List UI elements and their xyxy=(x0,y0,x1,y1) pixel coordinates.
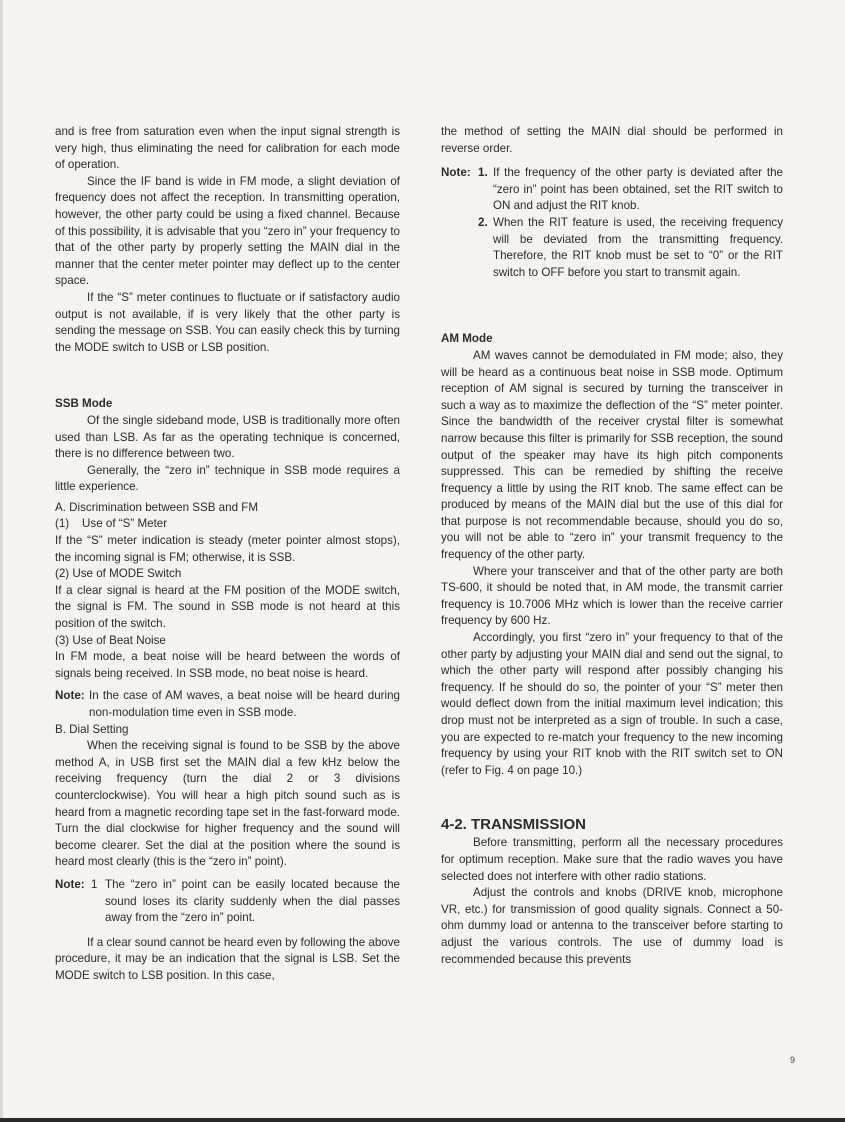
paragraph: When the receiving signal is found to be SSB by the above method A, in USB first set the MAIN dial a few kHz below the receiving frequency (turn the dial 2 or 3 divisions counterclockwise). You will hear a high pitch sound such as is heard from a magnetic recording tape set in the fast-forward mode. Turn the dial clockwise for higher frequency and the sound will become clearer. Set the dial at the position where the sound is heard most clearly (this is the “zero in” point). xyxy=(55,739,400,869)
note-label: Note: xyxy=(55,689,85,703)
section-heading-ssb: SSB Mode xyxy=(55,397,113,411)
note-item xyxy=(441,165,783,215)
subheading: (3) Use of Beat Noise xyxy=(55,633,166,647)
note-item-text: If the frequency of the other party is deviated after the “zero in” point has been obtained, set the RIT switch to ON and adjust the RIT knob. xyxy=(493,166,783,213)
paragraph: AM waves cannot be demodulated in FM mode; also, they will be heard as a continuous beat noise in SSB mode. Optimum reception of AM signal is secured by turning the transceiver in such a way as to maximize the deflection of the “S” meter pointer. Since the bandwidth of the receiver crystal filter is somewhat narrow because this filter is primarily for SSB reception, the sound output of the speaker may have its high pitch components suppressed. This can be remedied by shifting the receive frequency a little by using the RIT knob. The same effect can be produced by means of the MAIN dial but the use of this dial for that purpose is not recommendable because, should you do so, you will not be able to “zero in” your transmit frequency to the frequency of the other party. xyxy=(441,348,783,562)
paragraph: If a clear signal is heard at the FM position of the MODE switch, the signal is FM. The sound in SSB mode is not heard at this position of the switch. xyxy=(55,583,400,631)
paragraph: Where your transceiver and that of the other party are both TS-600, it should be noted that, in AM mode, the transmit carrier frequency is 10.7006 MHz which is lower than the receive carrier frequency by 600 Hz. xyxy=(441,564,783,628)
note-list xyxy=(441,165,783,281)
note-item xyxy=(441,215,783,281)
right-column xyxy=(441,124,783,968)
subheading: (2) Use of MODE Switch xyxy=(55,567,182,581)
note xyxy=(55,688,400,721)
paragraph: If the “S” meter indication is steady (meter pointer almost stops), the incoming signal is FM; otherwise, it is SSB. xyxy=(55,534,400,564)
note-item-text: When the RIT feature is used, the receiving frequency will be deviated from the transmitting frequency. Therefore, the RIT knob must be set to “0” or the RIT switch to OFF before you start to transmit again. xyxy=(493,215,783,279)
paragraph: and is free from saturation even when the input signal strength is very high, thus eliminating the need for calibration for each mode of operation. xyxy=(55,125,400,172)
paragraph: Generally, the “zero in” technique in SSB mode requires a little experience. xyxy=(55,463,400,494)
note xyxy=(55,877,400,927)
paragraph: Accordingly, you first “zero in” your frequency to that of the other party by adjusting your MAIN dial and send out the signal, to which the other party will respond after possibly changing his frequency. If he should do so, the pointer of your “S” meter then would deflect down from the initial maximum level indication; this drop must not be interpreted as a sign of trouble. In such a case, you are expected to re-match your frequency to the new incoming frequency by using your RIT knob with the RIT switch set to ON (refer to Fig. 4 on page 10.) xyxy=(441,631,783,777)
page-number: 9 xyxy=(790,1055,796,1065)
section-heading-transmission: 4-2. TRANSMISSION xyxy=(441,816,587,834)
note-label: Note: xyxy=(441,166,471,180)
paragraph: Of the single sideband mode, USB is traditionally more often used than LSB. As far as the operating technique is concerned, there is no difference between two. xyxy=(55,413,400,461)
left-column xyxy=(55,124,400,985)
page-bottom-edge xyxy=(0,1118,845,1122)
paragraph: the method of setting the MAIN dial should be performed in reverse order. xyxy=(441,125,783,155)
paragraph: In FM mode, a beat noise will be heard between the words of signals being received. In SSB mode, no beat noise is heard. xyxy=(55,650,400,680)
note-number: 1 xyxy=(91,877,98,891)
paragraph: If the “S” meter continues to fluctuate or if satisfactory audio output is not available, if is very likely that the other party is sending the message on SSB. You can easily check this by turning the MODE switch to USB or LSB position. xyxy=(55,290,400,354)
note-text: In the case of AM waves, a beat noise will be heard during non-modulation time even in SSB mode. xyxy=(89,689,400,719)
note-item-number: 1. xyxy=(478,166,488,180)
note-label: Note: xyxy=(55,877,85,891)
note-item-number: 2. xyxy=(478,215,488,229)
paragraph: If a clear sound cannot be heard even by following the above procedure, it may be an indication that the signal is LSB. Set the MODE switch to LSB position. In this case, xyxy=(55,935,400,982)
subheading: A. Discrimination between SSB and FM xyxy=(55,500,258,514)
subheading: (1) Use of “S” Meter xyxy=(55,517,168,531)
paragraph: Adjust the controls and knobs (DRIVE knob, microphone VR, etc.) for transmission of good quality signals. Connect a 50-ohm dummy load or antenna to the transceiver before starting to adjust the various controls. The use of dummy load is recommended because this prevents xyxy=(441,886,783,966)
page-edge-shadow xyxy=(0,0,3,1122)
note-text: The “zero in” point can be easily located because the sound loses its clarity suddenly when the dial passes away from the “zero in” point. xyxy=(105,877,400,925)
section-heading-am: AM Mode xyxy=(441,332,493,346)
paragraph: Since the IF band is wide in FM mode, a slight deviation of frequency does not affect the reception. In transmitting operation, however, the other party could be using a fixed channel. Because of this possibility, it is advisable that you “zero in” your frequency to that of the other party by properly setting the MAIN dial in the manner that the center meter pointer may deflect up to the center space. xyxy=(55,174,400,288)
paragraph: Before transmitting, perform all the necessary procedures for optimum reception. Make sure that the radio waves you have selected does not interfere with other radio stations. xyxy=(441,836,783,883)
subheading: B. Dial Setting xyxy=(55,722,129,736)
